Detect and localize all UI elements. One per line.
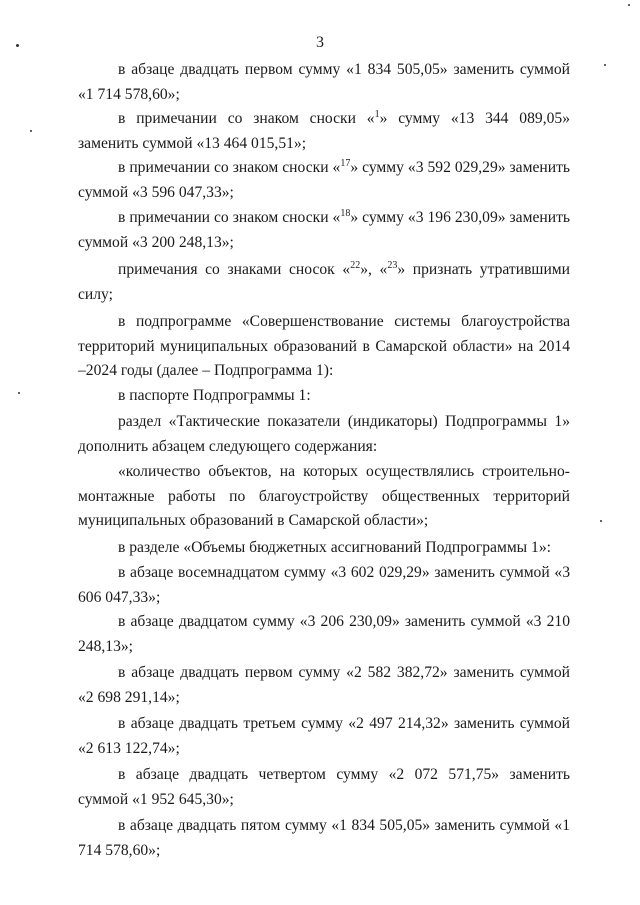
paragraph <box>78 610 570 659</box>
paragraph <box>78 384 570 409</box>
paragraph-text: в разделе «Объемы бюджетных ассигнований Подпрограммы 1»: <box>118 539 551 556</box>
paragraph-text: раздел «Тактические показатели (индикаторы) Подпрограммы 1» дополнить абзацем следующего содержания: <box>78 413 570 455</box>
paragraph-text: » сумму «3 592 029,29» заменить суммой «3 596 047,33»; <box>78 159 570 201</box>
footnote-mark: 22 <box>350 260 361 271</box>
paragraph <box>78 206 570 255</box>
paragraph <box>78 258 570 307</box>
paragraph <box>78 763 570 812</box>
scan-speck <box>18 392 20 394</box>
paragraph-text: в абзаце восемнадцатом сумму «3 602 029,29» заменить суммой «3 606 047,33»; <box>78 564 570 606</box>
paragraph <box>78 107 570 156</box>
paragraph-text: в примечании со знаком сноски « <box>118 110 375 127</box>
paragraph-text: » сумму «13 344 089,05» заменить суммой «13 464 015,51»; <box>78 110 570 152</box>
paragraph <box>78 712 570 761</box>
footnote-mark: 1 <box>374 109 380 120</box>
scan-speck <box>628 4 630 6</box>
paragraph-text: в подпрограмме «Совершенствование системы благоустройства территорий муниципальных образований в Самарской области» на 2014 –2024 годы (далее – Подпрограмма 1): <box>78 313 570 379</box>
paragraph-text: в абзаце двадцать третьем сумму «2 497 214,32» заменить суммой «2 613 122,74»; <box>78 715 570 757</box>
paragraph <box>78 814 570 863</box>
paragraph <box>78 661 570 710</box>
paragraph-text: в паспорте Подпрограммы 1: <box>118 387 311 404</box>
paragraph-text: в абзаце двадцать четвертом сумму «2 072 571,75» заменить суммой «1 952 645,30»; <box>78 766 570 808</box>
paragraph-text: в абзаце двадцать пятом сумму «1 834 505,05» заменить суммой «1 714 578,60»; <box>78 817 570 859</box>
footnote-mark: 23 <box>387 260 398 271</box>
paragraph-text: » признать утратившими силу; <box>78 261 571 303</box>
paragraph-text: в абзаце двадцать первом сумму «2 582 382,72» заменить суммой «2 698 291,14»; <box>78 664 570 706</box>
paragraph-text: в примечании со знаком сноски « <box>118 209 341 226</box>
footnote-mark: 18 <box>340 208 351 219</box>
paragraph <box>78 561 570 610</box>
paragraph-text: примечания со знаками сносок « <box>118 261 351 278</box>
paragraph <box>78 410 570 459</box>
paragraph-text: в примечании со знаком сноски « <box>118 159 341 176</box>
paragraph-text: », « <box>360 261 388 278</box>
paragraph-text: «количество объектов, на которых осуществлялись строительно-монтажные работы по благоустройству общественных территорий муниципальных образований в Самарской области»; <box>78 463 570 529</box>
paragraph-text: » сумму «3 196 230,09» заменить суммой «3 200 248,13»; <box>78 209 570 251</box>
scan-speck <box>600 520 602 522</box>
scan-speck <box>16 44 19 47</box>
paragraph <box>78 536 570 561</box>
page-number: 3 <box>316 34 324 51</box>
paragraph <box>78 310 570 384</box>
paragraph-text: в абзаце двадцатом сумму «3 206 230,09» заменить суммой «3 210 248,13»; <box>78 613 570 655</box>
footnote-mark: 17 <box>340 158 351 169</box>
scan-speck <box>30 130 32 132</box>
paragraph-text: в абзаце двадцать первом сумму «1 834 505,05» заменить суммой «1 714 578,60»; <box>78 61 570 103</box>
scan-speck <box>604 64 606 66</box>
paragraph <box>78 460 570 534</box>
paragraph <box>78 58 570 107</box>
paragraph <box>78 156 570 205</box>
